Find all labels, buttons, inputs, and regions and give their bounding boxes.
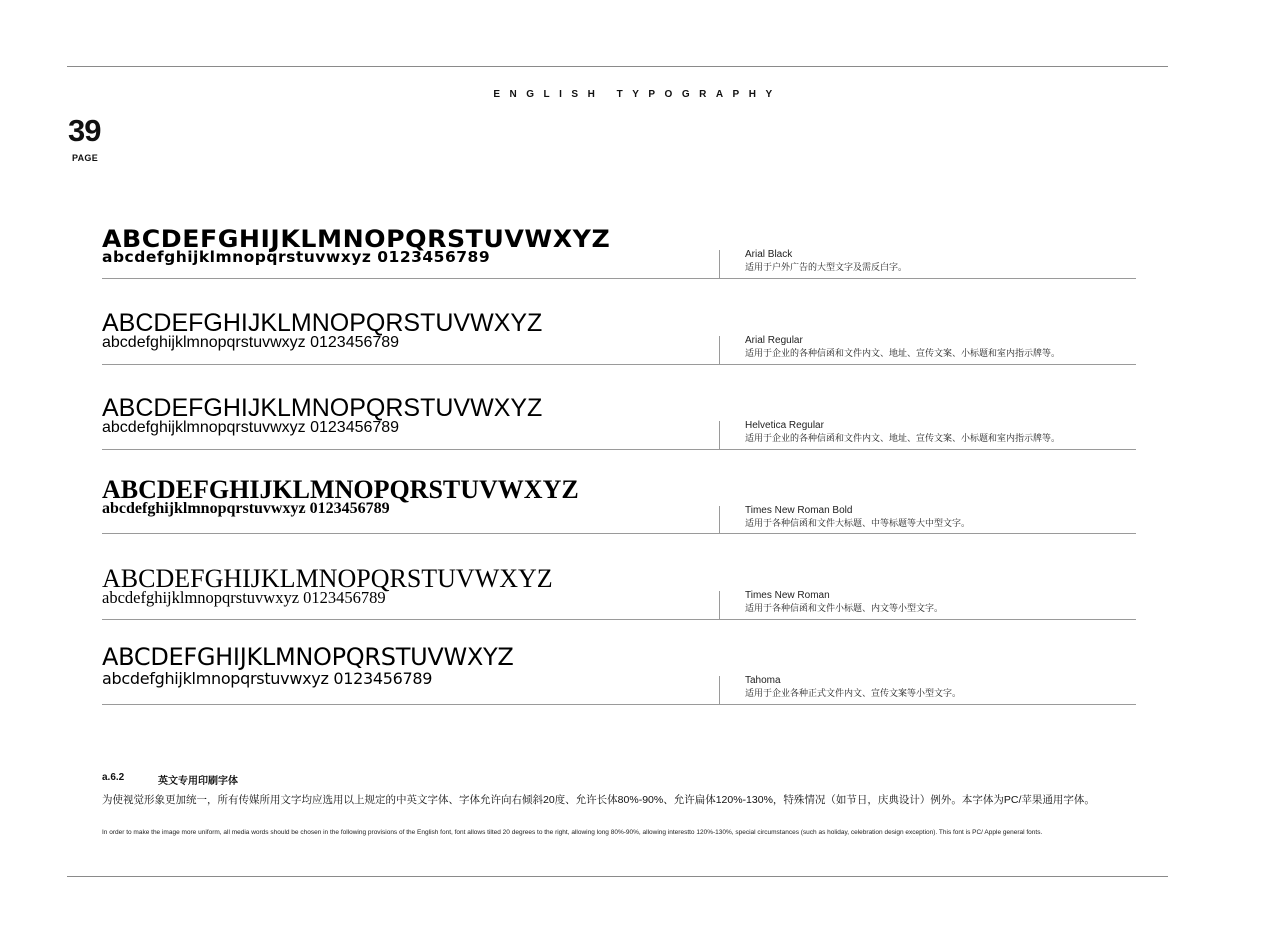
section-body-english: In order to make the image more uniform, all media words should be chosen in the following provisions of the English font, font allows tilted 20 degrees to the right, allowing long 80%-90%, allowing interestto 120%-130%, special circumstances (such as holiday, celebration design exception). This font is PC/ Apple general fonts. (102, 829, 1043, 836)
font-description: 适用于企业的各种信函和文件内文、地址、宣传文案、小标题和室内指示牌等。 (745, 348, 1061, 358)
specimen-lowercase: abcdefghijklmnopqrstuvwxyz 0123456789 (102, 334, 400, 351)
font-description: 适用于户外广告的大型文字及需反白字。 (745, 262, 908, 272)
row-divider-vertical (719, 676, 720, 704)
specimen-uppercase: ABCDEFGHIJKLMNOPQRSTUVWXYZ (102, 475, 579, 504)
top-divider (67, 66, 1168, 67)
specimen-uppercase: ABCDEFGHIJKLMNOPQRSTUVWXYZ (102, 564, 553, 593)
specimen-lowercase: abcdefghijklmnopqrstuvwxyz 0123456789 (102, 248, 491, 266)
page-label: PAGE (72, 153, 99, 163)
specimen-lowercase: abcdefghijklmnopqrstuvwxyz 0123456789 (102, 419, 400, 436)
font-description: 适用于各种信函和文件小标题、内文等小型文字。 (745, 603, 944, 613)
row-divider-horizontal (102, 364, 1136, 365)
font-description: 适用于企业的各种信函和文件内文、地址、宣传文案、小标题和室内指示牌等。 (745, 433, 1061, 443)
header-title: ENGLISH TYPOGRAPHY (493, 89, 782, 100)
font-description: 适用于各种信函和文件大标题、中等标题等大中型文字。 (745, 518, 971, 528)
section-title: 英文专用印刷字体 (158, 776, 238, 787)
section-code: a.6.2 (102, 772, 125, 783)
font-name: Times New Roman (745, 590, 830, 601)
specimen-uppercase: ABCDEFGHIJKLMNOPQRSTUVWXYZ (102, 643, 514, 671)
font-name: Helvetica Regular (745, 420, 824, 431)
font-name: Arial Regular (745, 335, 803, 346)
page-number: 39 (68, 113, 101, 148)
specimen-uppercase: ABCDEFGHIJKLMNOPQRSTUVWXYZ (102, 225, 611, 253)
font-name: Times New Roman Bold (745, 505, 853, 516)
font-name: Tahoma (745, 675, 781, 686)
row-divider-vertical (719, 506, 720, 534)
row-divider-horizontal (102, 533, 1136, 534)
section-body-chinese: 为使视觉形象更加统一，所有传媒所用文字均应选用以上规定的中英文字体、字体允许向右倾斜20度、允许长体80%-90%、允许扁体120%-130%，特殊情况（如节日，庆典设计）例外。本字体为PC/苹果通用字体。 (102, 794, 1095, 806)
specimen-lowercase: abcdefghijklmnopqrstuvwxyz 0123456789 (102, 500, 390, 517)
row-divider-horizontal (102, 278, 1136, 279)
specimen-lowercase: abcdefghijklmnopqrstuvwxyz 0123456789 (102, 588, 386, 607)
specimen-lowercase: abcdefghijklmnopqrstuvwxyz 0123456789 (102, 669, 433, 688)
row-divider-vertical (719, 591, 720, 619)
specimen-uppercase: ABCDEFGHIJKLMNOPQRSTUVWXYZ (102, 394, 543, 422)
font-name: Arial Black (745, 249, 793, 260)
row-divider-horizontal (102, 449, 1136, 450)
row-divider-horizontal (102, 619, 1136, 620)
row-divider-vertical (719, 250, 720, 278)
specimen-uppercase: ABCDEFGHIJKLMNOPQRSTUVWXYZ (102, 309, 543, 337)
bottom-divider (67, 876, 1168, 877)
row-divider-horizontal (102, 704, 1136, 705)
font-description: 适用于企业各种正式文件内文、宣传文案等小型文字。 (745, 688, 962, 698)
row-divider-vertical (719, 336, 720, 364)
row-divider-vertical (719, 421, 720, 449)
